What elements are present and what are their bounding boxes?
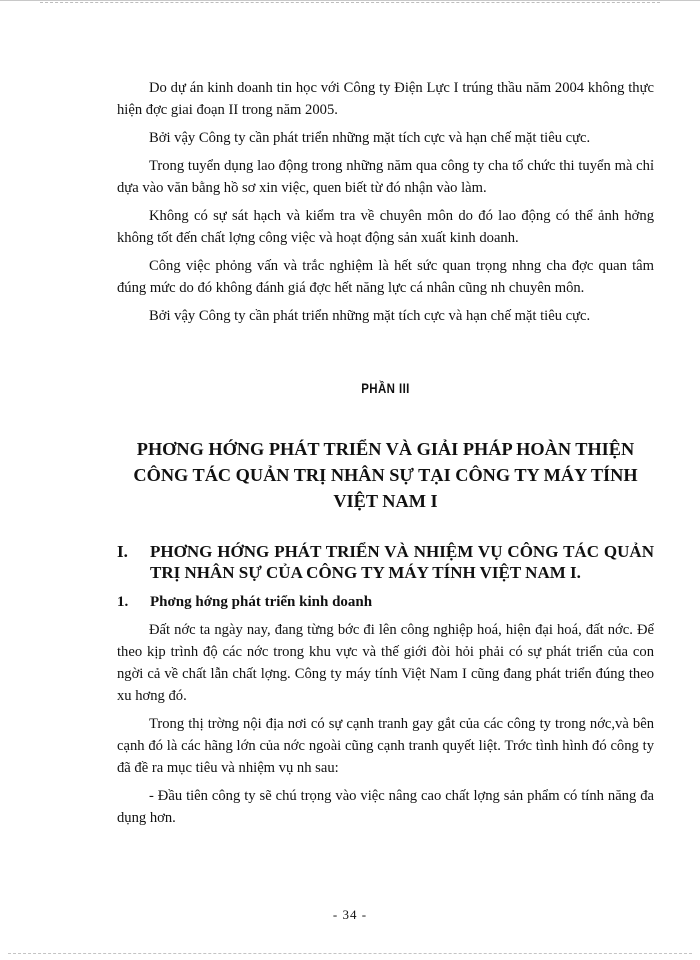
part-heading: PHẦN III: [361, 380, 410, 396]
paragraph: - Đầu tiên công ty sẽ chú trọng vào việc nâng cao chất lợng sản phẩm có tính năng đa dụng hơn.: [117, 788, 654, 826]
paragraph: Công việc phỏng vấn và trắc nghiệm là hết sức quan trọng nhng cha đợc quan tâm đúng mức do đó không đánh giá đợc hết năng lực cá nhân cũng nh chuyên môn.: [117, 258, 654, 296]
page-content: [117, 77, 654, 835]
section-title: PHƠNG HỚNG PHÁT TRIỂN VÀ NHIỆM VỤ CÔNG TÁC QUẢN TRỊ NHÂN SỰ CỦA CÔNG TY MÁY TÍNH VIỆT NAM I.: [150, 542, 654, 582]
paragraph: Do dự án kinh doanh tin học với Công ty Điện Lực I trúng thầu năm 2004 không thực hiện đợc giai đoạn II trong năm 2005.: [117, 80, 654, 118]
paragraph: Không có sự sát hạch và kiểm tra về chuyên môn do đó lao động có thể ảnh hởng không tốt đến chất lợng công việc và hoạt động sản xuất kinh doanh.: [117, 208, 654, 246]
section-number: I.: [117, 542, 128, 561]
subsection-title: Phơng hớng phát triển kinh doanh: [150, 594, 373, 610]
paragraph: Đất nớc ta ngày nay, đang từng bớc đi lên công nghiệp hoá, hiện đại hoá, đất nớc. Để theo kịp trình độ các nớc trong khu vực và thế giới đòi hỏi phải có sự phát triển của con ngời cả về chất lẫn chất lợng. Công ty máy tính Việt Nam I cũng đang phát triển đúng theo xu hơng đó.: [117, 622, 654, 704]
bottom-divider: [8, 953, 692, 954]
paragraph: Bởi vậy Công ty cần phát triển những mặt tích cực và hạn chế mặt tiêu cực.: [149, 308, 591, 324]
section-heading: [117, 541, 654, 583]
paragraph: Bởi vậy Công ty cần phát triển những mặt tích cực và hạn chế mặt tiêu cực.: [149, 130, 591, 146]
paragraph: Trong thị trờng nội địa nơi có sự cạnh tranh gay gắt của các công ty trong nớc,và bên cạnh đó là các hãng lớn của nớc ngoài cũng cạnh tranh quyết liệt. Trớc tình hình đó công ty đã đề ra mục tiêu và nhiệm vụ nh sau:: [117, 716, 654, 776]
chapter-title: PHƠNG HỚNG PHÁT TRIỂN VÀ GIẢI PHÁP HOÀN THIỆN CÔNG TÁC QUẢN TRỊ NHÂN SỰ TẠI CÔNG TY MÁY TÍNH VIỆT NAM I: [133, 439, 638, 511]
page-number: - 34 -: [332, 907, 368, 922]
top-divider: [40, 2, 660, 3]
subsection-number: 1.: [117, 594, 129, 610]
subsection-heading: [117, 591, 654, 613]
paragraph: Trong tuyển dụng lao động trong những năm qua công ty cha tổ chức thi tuyển mà chỉ dựa vào văn bằng hồ sơ xin việc, quen biết từ đó nhận vào làm.: [117, 158, 654, 196]
